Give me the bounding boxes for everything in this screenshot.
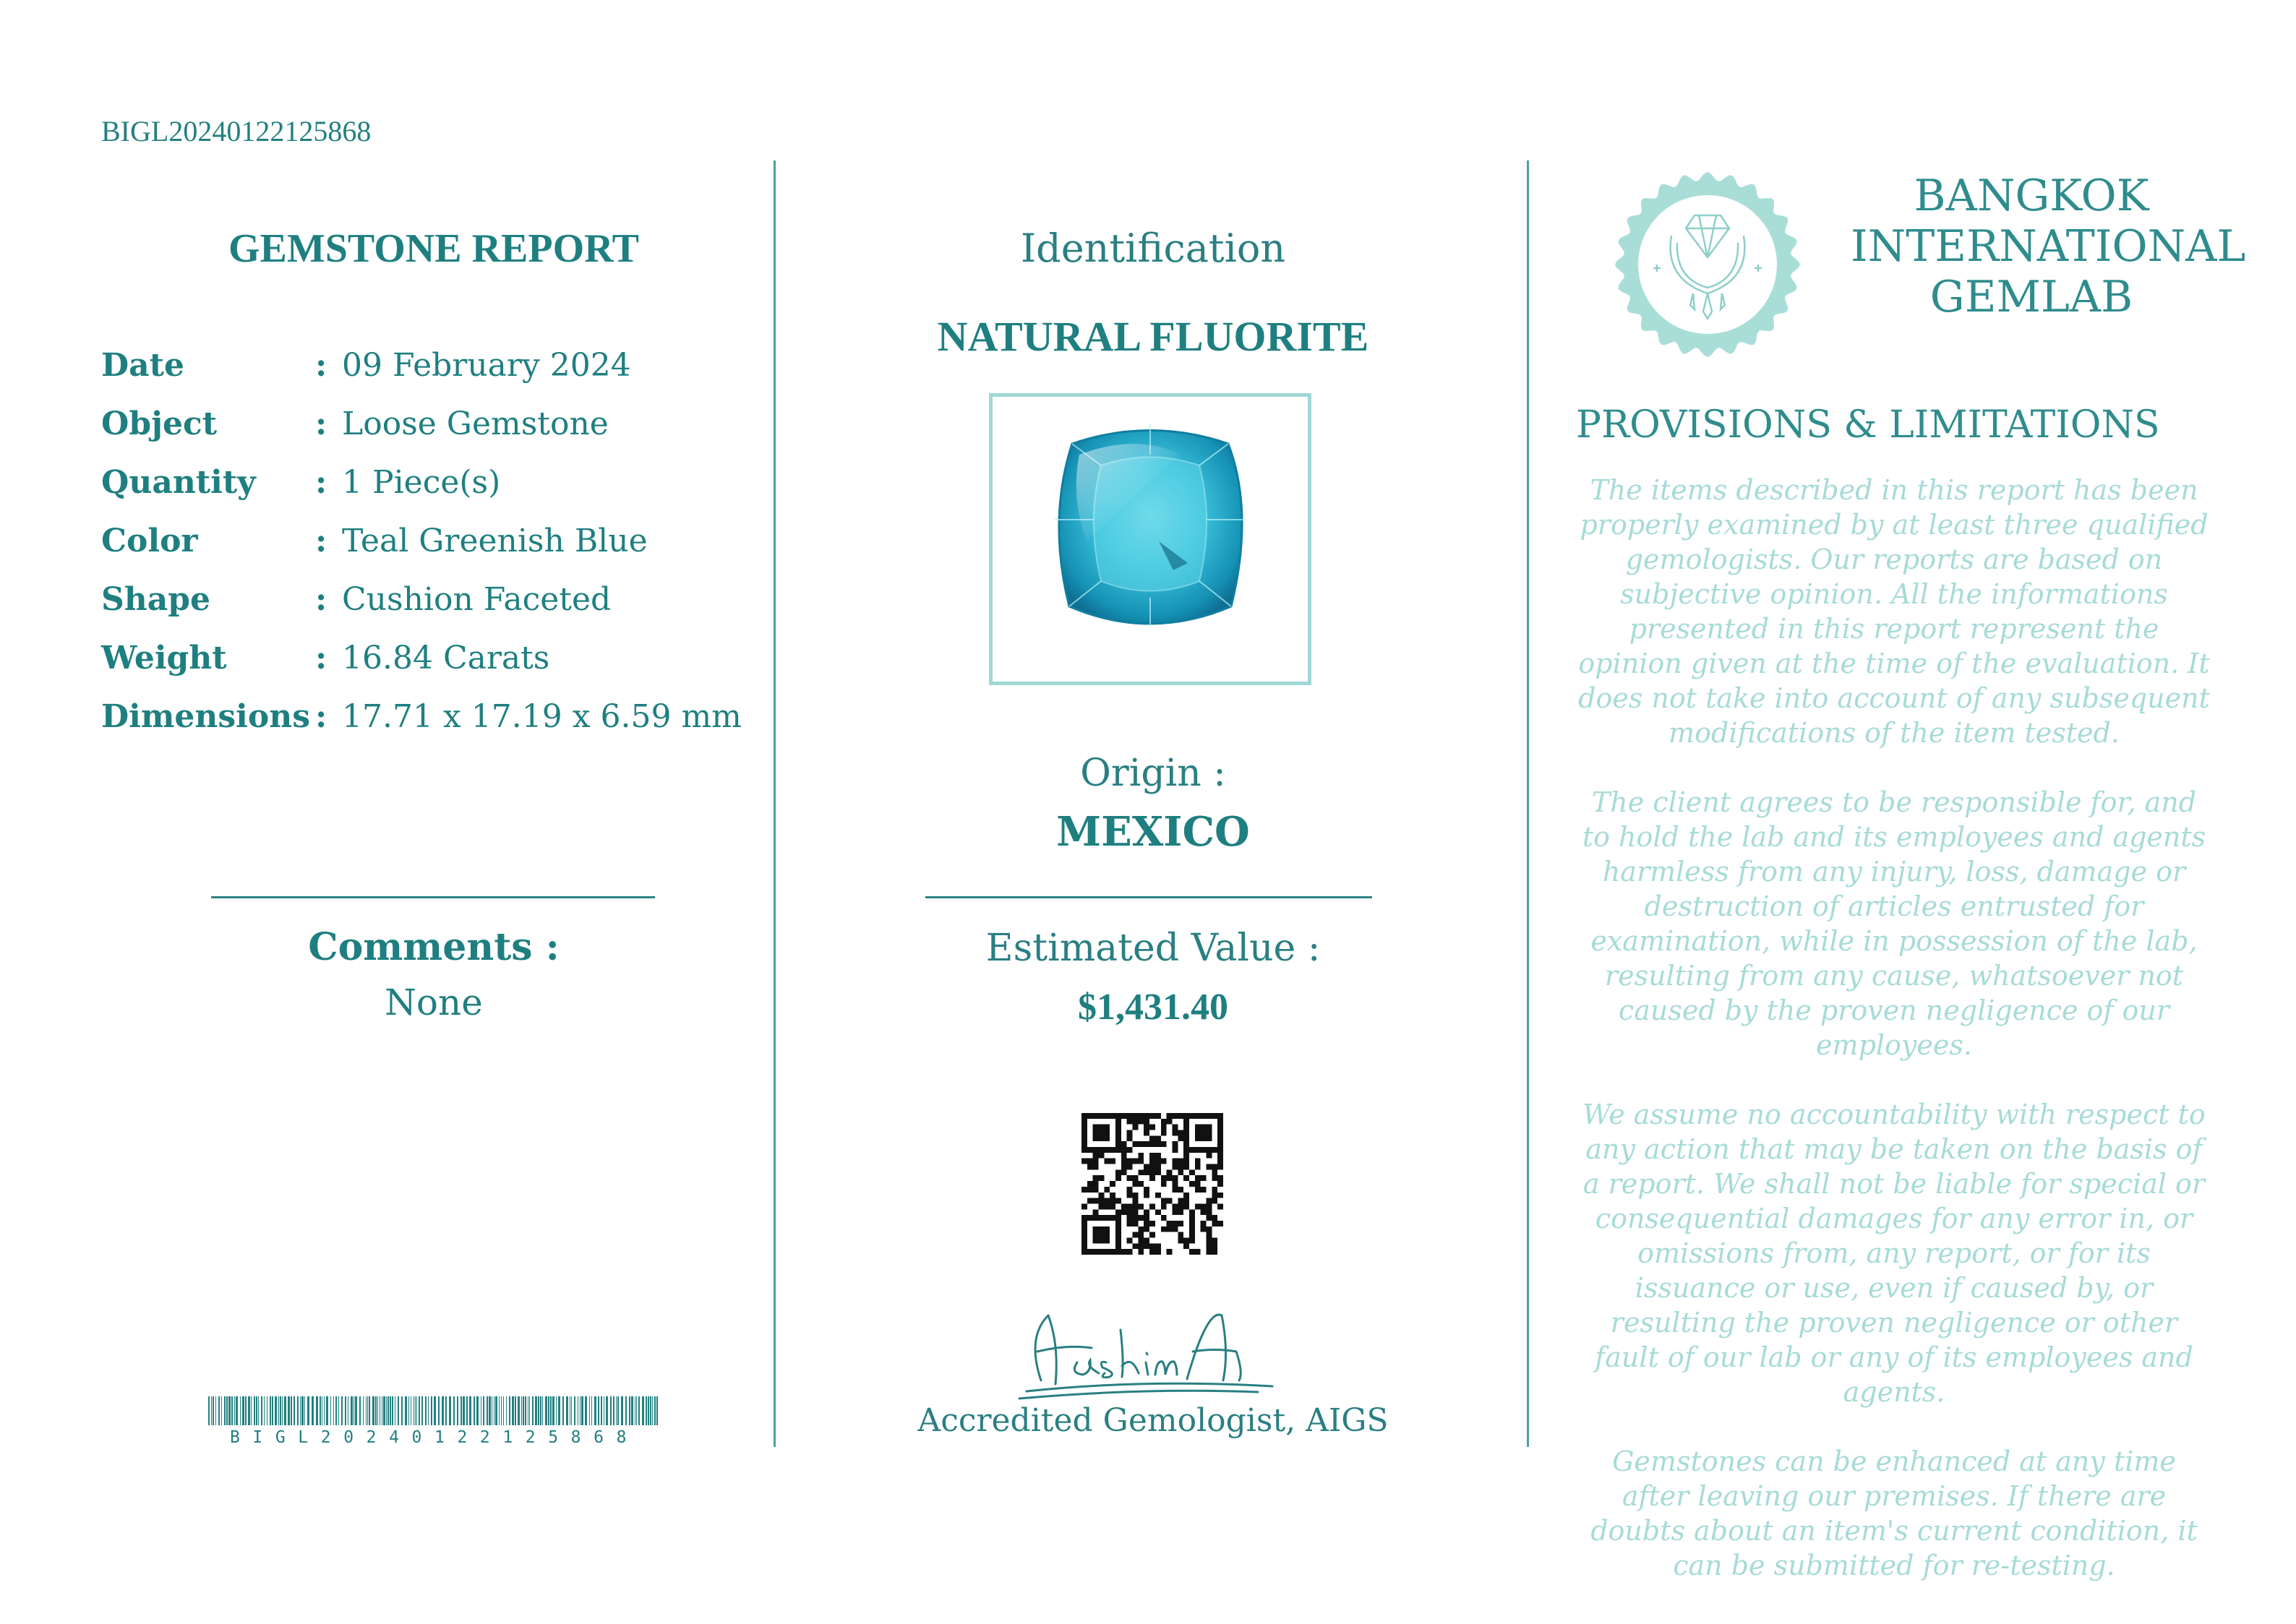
- field-value: Cushion Faceted: [342, 581, 612, 618]
- provisions-title: PROVISIONS & LIMITATIONS: [1576, 403, 2160, 447]
- field-value: 09 February 2024: [342, 347, 631, 384]
- provisions-paragraph: The items described in this report has been properly examined by at least three qualified gemologists. Our reports are based on subjective opinion. All the informations presented in this report represent the opinion given at the time of the evaluation. It does not take into account of any subsequent modifications of the item tested.: [1578, 474, 2210, 749]
- estimated-value-label: Estimated Value :: [985, 927, 1321, 970]
- provisions-paragraph: We assume no accountability with respect to any action that may be taken on the basis of a report. We shall not be liable for special or consequential damages for any error in, or omissions from, any report, or for its issuance or use, even if caused by, or resulting the proven negligence or other fault of our lab or any of its employees and agents.: [1582, 1099, 2206, 1408]
- gemlab-seal-icon: [1614, 171, 1802, 358]
- lab-name-line: INTERNATIONAL: [1851, 221, 2246, 272]
- value-divider: [925, 896, 1372, 898]
- gem-photo-frame: [989, 393, 1311, 685]
- estimated-value: $1,431.40: [1078, 987, 1228, 1028]
- barcode-text: BIGL20240122125868: [229, 1428, 640, 1447]
- field-label: Object: [101, 405, 218, 442]
- lab-name: [1851, 171, 2246, 322]
- field-separator: :: [315, 640, 327, 676]
- field-separator: :: [315, 698, 327, 735]
- field-label: Date: [101, 347, 184, 384]
- comments-label: Comments :: [308, 925, 560, 969]
- field-separator: :: [315, 405, 327, 442]
- lab-name-line: BANGKOK: [1914, 171, 2149, 221]
- provisions-body: [1576, 473, 2212, 1617]
- origin-label: Origin :: [1080, 752, 1226, 795]
- barcode-icon: [208, 1396, 661, 1425]
- identification-label: Identification: [1020, 225, 1286, 271]
- field-separator: :: [315, 581, 327, 618]
- lab-name-line: GEMLAB: [1929, 272, 2133, 322]
- signature: [998, 1294, 1301, 1402]
- provisions-paragraph: The client agrees to be responsible for, and to hold the lab and its employees and agents harmless from any injury, loss, damage or destruction of articles entrusted for examination, while in possession of the lab, resulting from any cause, whatsoever not caused by the proven negligence of our employees.: [1582, 786, 2206, 1061]
- comments-divider: [211, 896, 655, 898]
- origin-value: MEXICO: [1056, 808, 1250, 856]
- report-title: GEMSTONE REPORT: [228, 226, 639, 271]
- gemstone-image: [993, 397, 1308, 682]
- field-value: 17.71 x 17.19 x 6.59 mm: [342, 698, 742, 735]
- field-label: Weight: [101, 640, 227, 676]
- qr-code-icon: [1081, 1113, 1223, 1255]
- field-value: Teal Greenish Blue: [342, 523, 648, 559]
- field-label: Color: [101, 523, 198, 559]
- identification-value: NATURAL FLUORITE: [937, 313, 1369, 360]
- report-id: BIGL20240122125868: [101, 115, 372, 147]
- field-value: 16.84 Carats: [342, 640, 550, 676]
- field-separator: :: [315, 523, 327, 559]
- provisions-paragraph: Gemstones can be enhanced at any time after leaving our premises. If there are doubts about an item's current condition, it can be submitted for re-testing.: [1590, 1445, 2198, 1581]
- field-value: Loose Gemstone: [342, 405, 609, 442]
- field-label: Dimensions: [101, 698, 311, 735]
- field-label: Quantity: [101, 464, 256, 501]
- gemologist-title: Accredited Gemologist, AIGS: [917, 1402, 1389, 1439]
- comments-value: None: [385, 981, 483, 1023]
- field-separator: :: [315, 464, 327, 501]
- field-value: 1 Piece(s): [342, 464, 501, 501]
- field-separator: :: [315, 347, 327, 384]
- field-label: Shape: [101, 581, 211, 618]
